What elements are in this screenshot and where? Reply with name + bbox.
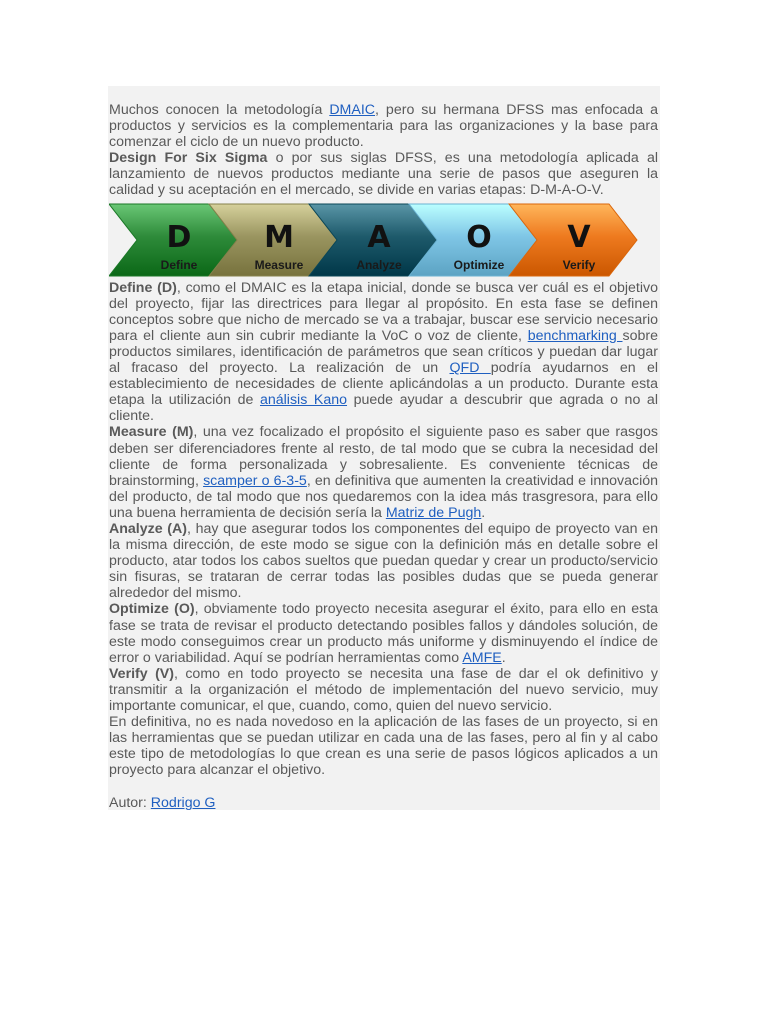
intro-paragraph-2 bbox=[109, 150, 658, 198]
conclusion-paragraph: En definitiva, no es nada novedoso en la aplicación de las fases de un proyecto, si en las herramientas que se puedan utilizar en cada una de las fases, pero al fin y al cabo este tipo de metodologías lo que crean es una serie de pasos lógicos aplicados a un proyecto para alcanzar el objetivo. bbox=[109, 714, 658, 779]
define-text: sobre productos similares, identificación de parámetros que sean críticos y puedan dar lugar al fracaso del proyecto. La realización de un bbox=[109, 327, 658, 377]
author-link[interactable]: Rodrigo G bbox=[150, 795, 216, 812]
dmaic-link[interactable]: DMAIC bbox=[329, 102, 376, 118]
optimize-heading: Optimize (O) bbox=[109, 601, 195, 618]
chevron-label: Verify bbox=[562, 257, 596, 272]
author-line bbox=[109, 795, 658, 811]
verify-heading: Verify (V) bbox=[109, 665, 174, 682]
intro-text: Muchos conocen la metodología bbox=[109, 102, 330, 118]
dmaov-chevrons bbox=[109, 202, 658, 280]
intro-paragraph-1 bbox=[109, 102, 658, 150]
chevron-label: Optimize bbox=[453, 257, 505, 272]
verify-paragraph bbox=[109, 666, 658, 714]
chevron-label: Analyze bbox=[356, 257, 402, 272]
chevron-label: Measure bbox=[254, 257, 304, 272]
analyze-text: , hay que asegurar todos los componentes del equipo de proyecto van en la misma dirección, de este modo se sigue con la definición más en detalle sobre el producto, atar todos los cabos sueltos que puedan quedar y crear un producto/servicio sin fisuras, se trataran de cerrar todas las posibles dudas que se pueda generar alrededor del mismo. bbox=[109, 520, 658, 602]
define-paragraph bbox=[109, 280, 658, 425]
optimize-paragraph bbox=[109, 601, 658, 665]
optimize-text: . bbox=[501, 649, 506, 666]
measure-text: , en definitiva que aumenten la creatividad e innovación del producto, de tal modo que nos quedaremos con la idea más trasgresora, para ello una buena herramienta de decisión sería la bbox=[109, 472, 658, 521]
chevron-letter: D bbox=[166, 219, 192, 255]
measure-paragraph bbox=[109, 424, 658, 521]
author-label: Autor: bbox=[109, 795, 151, 812]
chevron-letter: M bbox=[264, 219, 294, 255]
measure-text: , una vez focalizado el propósito el siguiente paso es saber que rasgos deben ser diferenciadores frente al resto, de tal modo que se cubra la necesidad del cliente de forma personalizada y sobresaliente. Es conveniente técnicas de brainstorming, bbox=[109, 424, 658, 489]
measure-heading: Measure (M) bbox=[109, 424, 194, 441]
chevron-letter: V bbox=[567, 219, 591, 255]
article-body bbox=[109, 102, 658, 812]
optimize-text: , obviamente todo proyecto necesita asegurar el éxito, para ello en esta fase se trata de revisar el producto detectando posibles fallos y dándoles solución, de este modo conseguimos crear un producto más uniforme y disminuyendo el índice de error o variabilidad. Aquí se podrían herramientas como bbox=[109, 601, 659, 666]
kano-link[interactable]: análisis Kano bbox=[259, 392, 348, 409]
chevron-letter: O bbox=[466, 219, 492, 255]
intro-text: , pero su hermana DFSS mas enfocada a productos y servicios es la complementaria para las organizaciones y la base para comenzar el ciclo de un nuevo producto. bbox=[109, 102, 658, 151]
spacer bbox=[109, 778, 658, 795]
qfd-link[interactable]: QFD bbox=[449, 360, 491, 377]
dmaov-banner bbox=[109, 202, 658, 280]
scamper-link[interactable]: scamper o 6-3-5 bbox=[203, 472, 307, 489]
intro-text: o por sus siglas DFSS, es una metodología aplicada al lanzamiento de nuevos productos mediante una serie de pasos que aseguren la calidad y su aceptación en el mercado, se divide en varias etapas: D-M-A-O-V. bbox=[109, 150, 659, 199]
amfe-link[interactable]: AMFE bbox=[462, 649, 502, 666]
document-page bbox=[108, 86, 660, 810]
define-text: puede ayudar a descubrir que agrada o no al cliente. bbox=[109, 392, 658, 425]
analyze-paragraph bbox=[109, 521, 658, 601]
benchmarking-link[interactable]: benchmarking bbox=[527, 327, 623, 344]
define-text: podría ayudarnos en el establecimiento de necesidades de cliente aplicándolas a un producto. Durante esta etapa la utilización de bbox=[109, 360, 658, 409]
dfss-heading: Design For Six Sigma bbox=[109, 150, 268, 167]
measure-text: . bbox=[481, 504, 486, 521]
analyze-heading: Analyze (A) bbox=[109, 520, 187, 537]
define-text: , como el DMAIC es la etapa inicial, donde se busca ver cuál es el objetivo del proyecto, fijar las directrices para llegar al propósito. En esta fase se definen conceptos sobre que nicho de mercado se va a trabajar, buscar ese servicio necesario para el cliente aun sin cubrir mediante la VoC o voz de cliente, bbox=[109, 279, 658, 344]
define-heading: Define (D) bbox=[109, 279, 177, 296]
verify-text: , como en todo proyecto se necesita una fase de dar el ok definitivo y transmitir a la organización el método de implementación del nuevo servicio, muy importante comunicar, el que, cuando, como, quien del nuevo servicio. bbox=[109, 665, 658, 714]
chevron-label: Define bbox=[160, 257, 198, 272]
pugh-matrix-link[interactable]: Matriz de Pugh bbox=[385, 504, 482, 521]
chevron-letter: A bbox=[367, 219, 391, 255]
